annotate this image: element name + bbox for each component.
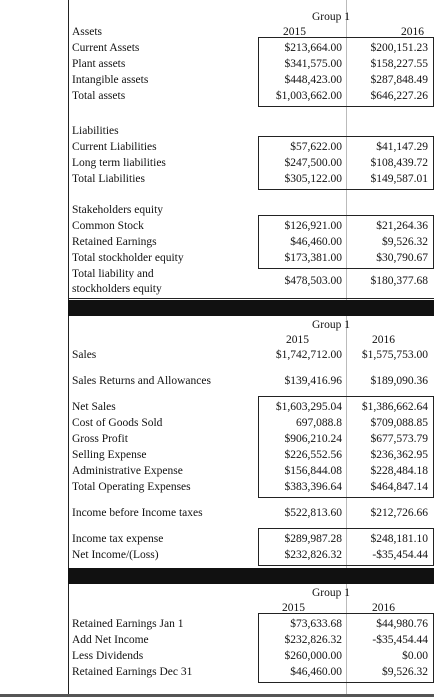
section-divider-band — [68, 300, 434, 316]
value-2015: $289,987.28 — [284, 533, 342, 545]
value-2015: $232,826.32 — [284, 634, 342, 646]
row-label: Income tax expense — [72, 533, 164, 545]
value-2015: 697,088.8 — [296, 417, 342, 429]
row-label: Retained Earnings — [72, 236, 157, 248]
row-label: Current Liabilities — [72, 141, 157, 153]
value-2016: $30,790.67 — [376, 252, 428, 264]
value-2016: $189,090.36 — [370, 375, 428, 387]
value-2015: $57,622.00 — [290, 141, 342, 153]
row-label: Total Liabilities — [72, 173, 145, 185]
row-label: Retained Earnings Dec 31 — [72, 666, 193, 678]
value-2016: $9,526.32 — [382, 666, 428, 678]
value-2015: $305,122.00 — [284, 173, 342, 185]
value-2016: $287,848.49 — [370, 74, 428, 86]
value-2015: $232,826.32 — [284, 549, 342, 561]
value-2015: $478,503.00 — [284, 275, 342, 287]
value-2016: $677,573.79 — [370, 433, 428, 445]
row-label: Administrative Expense — [72, 465, 183, 477]
value-2016: $108,439.72 — [370, 157, 428, 169]
value-2016: $228,484.18 — [370, 465, 428, 477]
value-2015: $522,813.60 — [284, 507, 342, 519]
year-header-2015: 2015 — [283, 26, 306, 38]
value-2015: $46,460.00 — [290, 236, 342, 248]
row-label: Total stockholder equity — [72, 252, 184, 264]
row-label: Sales — [72, 349, 97, 361]
value-2015: $173,381.00 — [284, 252, 342, 264]
value-2015: $156,844.08 — [284, 465, 342, 477]
value-2016: -$35,454.44 — [372, 634, 428, 646]
value-2015: $247,500.00 — [284, 157, 342, 169]
value-2016: $1,386,662.64 — [361, 401, 428, 413]
value-2015: $126,921.00 — [284, 220, 342, 232]
liabilities-heading: Liabilities — [72, 125, 119, 137]
value-2016: $1,575,753.00 — [361, 349, 428, 361]
year-header-2015: 2015 — [286, 334, 309, 346]
sheet-left-border — [68, 0, 69, 694]
values-box — [258, 136, 434, 190]
row-label: Selling Expense — [72, 449, 147, 461]
year-header-2015: 2015 — [282, 602, 305, 614]
row-label: Net Income/(Loss) — [72, 549, 159, 561]
row-label: Total assets — [72, 90, 126, 102]
value-2016: $44,980.76 — [376, 618, 428, 630]
value-2015: $1,603,295.04 — [275, 401, 342, 413]
value-2016: $212,726.66 — [370, 507, 428, 519]
group-header: Group 1 — [311, 319, 350, 331]
row-label: Retained Earnings Jan 1 — [72, 618, 184, 630]
total-liability-equity-label-1: Total liability and — [72, 268, 154, 280]
values-box — [258, 528, 434, 566]
year-header-2016: 2016 — [372, 334, 395, 346]
value-2015: $73,633.68 — [290, 618, 342, 630]
row-label: Sales Returns and Allowances — [72, 375, 211, 387]
values-box — [258, 396, 434, 498]
row-label: Long term liabilities — [72, 157, 166, 169]
row-label: Intangible assets — [72, 74, 149, 86]
row-label: Add Net Income — [72, 634, 149, 646]
values-box — [258, 613, 434, 683]
value-2016: $646,227.26 — [370, 90, 428, 102]
row-label: Less Dividends — [72, 650, 144, 662]
values-box — [258, 37, 434, 107]
row-label: Income before Income taxes — [72, 507, 203, 519]
bottom-edge — [0, 694, 434, 697]
row-label: Cost of Goods Sold — [72, 417, 163, 429]
value-2015: $260,000.00 — [284, 650, 342, 662]
value-2016: $158,227.55 — [370, 58, 428, 70]
equity-heading: Stakeholders equity — [72, 204, 164, 216]
value-2016: $21,264.36 — [376, 220, 428, 232]
section-divider-band — [68, 568, 434, 584]
value-2016: $236,362.95 — [370, 449, 428, 461]
value-2016: $0.00 — [402, 650, 428, 662]
value-2016: -$35,454.44 — [372, 549, 428, 561]
value-2015: $213,664.00 — [284, 42, 342, 54]
value-2015: $226,552.56 — [284, 449, 342, 461]
value-2015: $1,742,712.00 — [275, 349, 342, 361]
value-2015: $341,575.00 — [284, 58, 342, 70]
group-header: Group 1 — [311, 587, 350, 599]
value-2015: $383,396.64 — [284, 481, 342, 493]
row-label: Common Stock — [72, 220, 144, 232]
value-2016: $149,587.01 — [370, 173, 428, 185]
value-2015: $1,003,662.00 — [275, 90, 342, 102]
section-rule — [68, 298, 434, 299]
row-label: Plant assets — [72, 58, 126, 70]
row-label: Gross Profit — [72, 433, 128, 445]
assets-heading: Assets — [72, 26, 103, 38]
value-2016: $200,151.23 — [370, 42, 428, 54]
value-2015: $139,416.96 — [284, 375, 342, 387]
value-2016: $180,377.68 — [370, 275, 428, 287]
year-header-2016: 2016 — [401, 26, 424, 38]
row-label: Current Assets — [72, 42, 140, 54]
total-liability-equity-label-2: stockholders equity — [72, 283, 162, 295]
value-2015: $46,460.00 — [290, 666, 342, 678]
year-header-2016: 2016 — [372, 602, 395, 614]
value-2016: $41,147.29 — [376, 141, 428, 153]
value-2016: $248,181.10 — [370, 533, 428, 545]
value-2016: $9,526.32 — [382, 236, 428, 248]
row-label: Total Operating Expenses — [72, 481, 191, 493]
values-box — [258, 215, 434, 269]
group-header: Group 1 — [311, 11, 350, 23]
value-2015: $448,423.00 — [284, 74, 342, 86]
value-2016: $464,847.14 — [370, 481, 428, 493]
value-2015: $906,210.24 — [284, 433, 342, 445]
row-label: Net Sales — [72, 401, 116, 413]
value-2016: $709,088.85 — [370, 417, 428, 429]
